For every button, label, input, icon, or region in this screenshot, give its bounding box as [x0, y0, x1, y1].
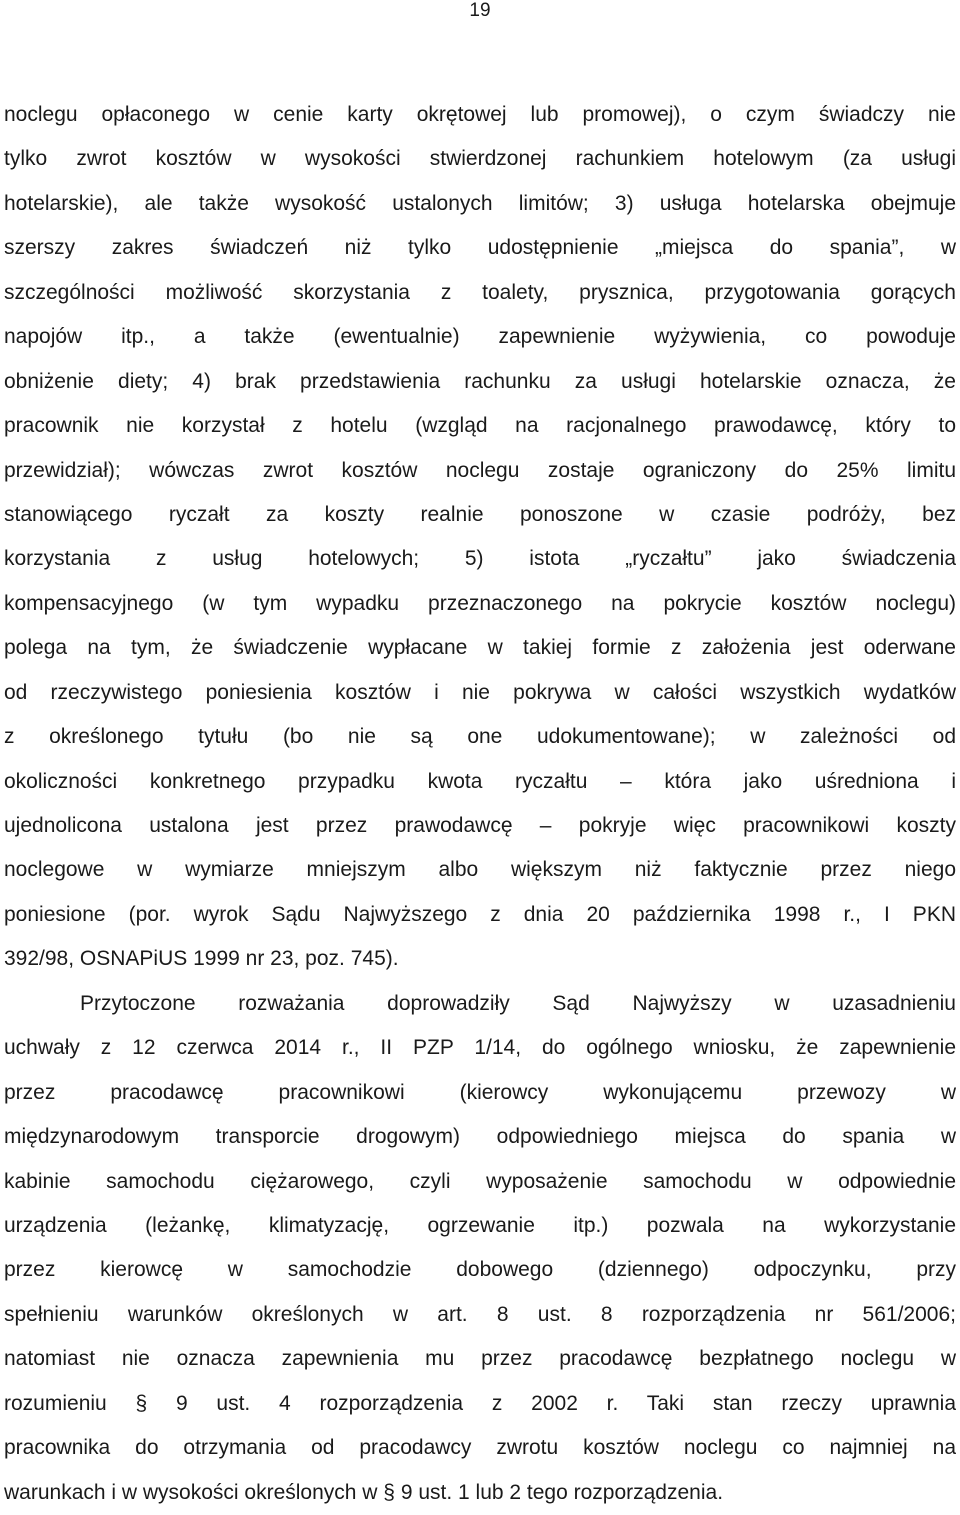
- text-line: pracownik nie korzystał z hotelu (wzgląd na racjonalnego prawodawcę, który to: [4, 414, 956, 438]
- text-line: polega na tym, że świadczenie wypłacane w takiej formie z założenia jest oderwane: [4, 636, 956, 660]
- text-line: przewidział); wówczas zwrot kosztów noclegu zostaje ograniczony do 25% limitu: [4, 458, 956, 482]
- paragraph-1: [4, 93, 956, 982]
- text-line: urządzenia (leżankę, klimatyzację, ogrzewanie itp.) pozwala na wykorzystanie: [4, 1213, 956, 1237]
- text-line: pracownika do otrzymania od pracodawcy zwrotu kosztów noclegu co najmniej na: [4, 1436, 956, 1460]
- text-line: ujednolicona ustalona jest przez prawodawcę – pokryje więc pracownikowi koszty: [4, 814, 956, 837]
- text-line: rozumieniu § 9 ust. 4 rozporządzenia z 2002 r. Taki stan rzeczy uprawnia: [4, 1391, 956, 1415]
- text-line: kabinie samochodu ciężarowego, czyli wyposażenie samochodu w odpowiednie: [4, 1169, 956, 1193]
- paragraph-2: [4, 982, 956, 1515]
- document-body: [4, 93, 956, 1515]
- text-line: noclegowe w wymiarze mniejszym albo większym niż faktycznie przez niego: [4, 858, 956, 882]
- text-line: stanowiącego ryczałt za koszty realnie ponoszone w czasie podróży, bez: [4, 502, 956, 526]
- text-line: tylko zwrot kosztów w wysokości stwierdzonej rachunkiem hotelowym (za usługi: [4, 147, 956, 171]
- text-line: obniżenie diety; 4) brak przedstawienia rachunku za usługi hotelarskie oznacza, że: [4, 369, 956, 393]
- text-line: przez pracodawcę pracownikowi (kierowcy wykonującemu przewozy w: [4, 1080, 956, 1104]
- text-line: Przytoczone rozważania doprowadziły Sąd Najwyższy w uzasadnieniu: [80, 991, 956, 1015]
- text-line: warunkach i w wysokości określonych w § 9 ust. 1 lub 2 tego rozporządzenia.: [4, 1480, 724, 1504]
- text-line: napojów itp., a także (ewentualnie) zapewnienie wyżywienia, co powoduje: [4, 325, 956, 349]
- text-line: 392/98, OSNAPiUS 1999 nr 23, poz. 745).: [4, 947, 399, 971]
- text-line: poniesione (por. wyrok Sądu Najwyższego z dnia 20 października 1998 r., I PKN: [4, 902, 956, 926]
- text-line: przez kierowcę w samochodzie dobowego (dziennego) odpoczynku, przy: [4, 1258, 956, 1282]
- text-line: spełnieniu warunków określonych w art. 8 ust. 8 rozporządzenia nr 561/2006;: [4, 1302, 956, 1326]
- text-line: natomiast nie oznacza zapewnienia mu przez pracodawcę bezpłatnego noclegu w: [4, 1347, 956, 1371]
- text-line: z określonego tytułu (bo nie są one udokumentowane); w zależności od: [4, 725, 956, 749]
- text-line: hotelarskie), ale także wysokość ustalonych limitów; 3) usługa hotelarska obejmuje: [4, 191, 956, 215]
- text-line: uchwały z 12 czerwca 2014 r., II PZP 1/14, do ogólnego wniosku, że zapewnienie: [4, 1036, 956, 1060]
- text-line: okoliczności konkretnego przypadku kwota ryczałtu – która jako uśredniona i: [4, 769, 956, 793]
- text-line: korzystania z usług hotelowych; 5) istota „ryczałtu” jako świadczenia: [4, 547, 956, 571]
- text-line: kompensacyjnego (w tym wypadku przeznaczonego na pokrycie kosztów noclegu): [4, 591, 956, 615]
- text-line: od rzeczywistego poniesienia kosztów i nie pokrywa w całości wszystkich wydatków: [4, 680, 956, 704]
- page-number: 19: [469, 0, 491, 21]
- text-line: szczególności możliwość skorzystania z toalety, prysznica, przygotowania gorących: [4, 280, 956, 304]
- text-line: międzynarodowym transporcie drogowym) odpowiedniego miejsca do spania w: [4, 1125, 956, 1149]
- text-line: noclegu opłaconego w cenie karty okrętowej lub promowej), o czym świadczy nie: [4, 103, 956, 126]
- text-line: szerszy zakres świadczeń niż tylko udostępnienie „miejsca do spania”, w: [4, 236, 956, 260]
